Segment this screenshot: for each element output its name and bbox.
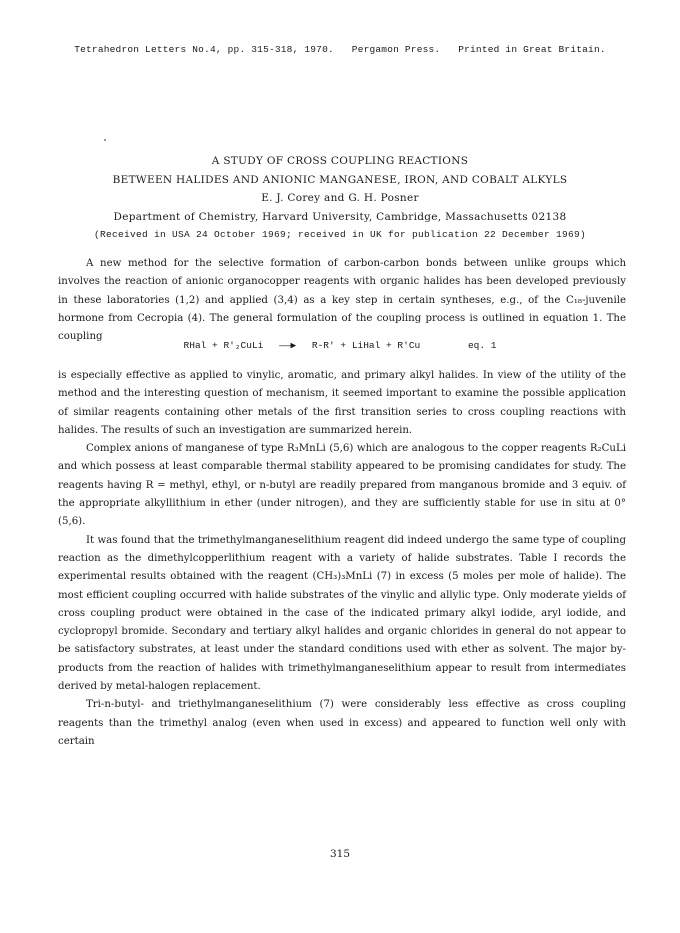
running-header bbox=[0, 44, 680, 55]
page-number: 315 bbox=[329, 848, 351, 860]
authors: E. J. Corey and G. H. Posner bbox=[261, 192, 419, 204]
printed-note: Printed in Great Britain. bbox=[458, 44, 606, 55]
equation-1 bbox=[0, 340, 680, 351]
paragraph-intro: A new method for the selective formation of carbon-carbon bonds between unlike groups which involves the reaction of anionic organocopper reagents with organic halides has been developed previously in these laboratories (1,2) and applied (3,4) as a key step in certain syntheses, e.g., of the C₁₈-juvenile hormone from Cecropia (4). The general formulation of the coupling process is outlined in equation 1. The coupling bbox=[58, 258, 626, 343]
title-block bbox=[0, 152, 680, 245]
paragraph-tributyl: Tri-n-butyl- and triethylmanganeselithium (7) were considerably less effective as cross coupling reagents than the trimethyl analog (even when used in excess) and appeared to function well only with certain bbox=[58, 699, 626, 747]
paragraph-manganese: Complex anions of manganese of type R₃MnLi (5,6) which are analogous to the copper reagents R₂CuLi and which possess at least comparable thermal stability appeared to be promising candidates for study. The reagents having R = methyl, ethyl, or n-butyl are readily prepared from manganous bromide and 3 equiv. of the appropriate alkyllithium in ether (under nitrogen), and they are sufficiently stable for use in situ at 0° (5,6). bbox=[58, 443, 626, 528]
journal-citation: Tetrahedron Letters No.4, pp. 315-318, 1970. bbox=[74, 44, 334, 55]
equation-label: eq. 1 bbox=[467, 340, 497, 351]
article-title-line-2: BETWEEN HALIDES AND ANIONIC MANGANESE, IRON, AND COBALT ALKYLS bbox=[112, 173, 568, 186]
paragraph-results: It was found that the trimethylmanganeselithium reagent did indeed undergo the same type of coupling reaction as the dimethylcopperlithium reagent with a variety of halide substrates. Table I records the experimental results obtained with the reagent (CH₃)₃MnLi (7) in excess (5 moles per mole of halide). The most efficient coupling occurred with halide substrates of the vinylic and allylic type. Only moderate yields of cross coupling product were obtained in the case of the indicated primary alkyl iodide, aryl iodide, and cyclopropyl bromide. Secondary and tertiary alkyl halides and organic chlorides in general do not appear to be satisfactory substrates, at least under the standard conditions used with ether as solvent. The major by-products from the reaction of halides with trimethylmanganeselithium appear to result from intermediates derived by metal-halogen replacement. bbox=[58, 534, 626, 693]
reaction-arrow-icon: ——▶ bbox=[279, 340, 297, 351]
body-section-1 bbox=[58, 255, 626, 346]
equation-rhs: R-R′ + LiHal + R′Cu bbox=[311, 340, 421, 351]
equation-lhs: RHal + R′₂CuLi bbox=[183, 340, 264, 351]
affiliation: Department of Chemistry, Harvard University, Cambridge, Massachusetts 02138 bbox=[113, 210, 567, 223]
body-section-2 bbox=[58, 367, 626, 751]
article-title-line-1: A STUDY OF CROSS COUPLING REACTIONS bbox=[211, 155, 469, 167]
received-dates: (Received in USA 24 October 1969; received in UK for publication 22 December 1969) bbox=[93, 229, 587, 240]
stray-mark bbox=[104, 139, 106, 141]
paragraph-effectiveness: is especially effective as applied to vinylic, aromatic, and primary alkyl halides. In view of the utility of the method and the interesting question of mechanism, it seemed important to examine the possible application of similar reagents containing other metals of the first transition series to cross coupling reactions with halides. The results of such an investigation are summarized herein. bbox=[58, 370, 626, 436]
publisher: Pergamon Press. bbox=[351, 44, 441, 55]
